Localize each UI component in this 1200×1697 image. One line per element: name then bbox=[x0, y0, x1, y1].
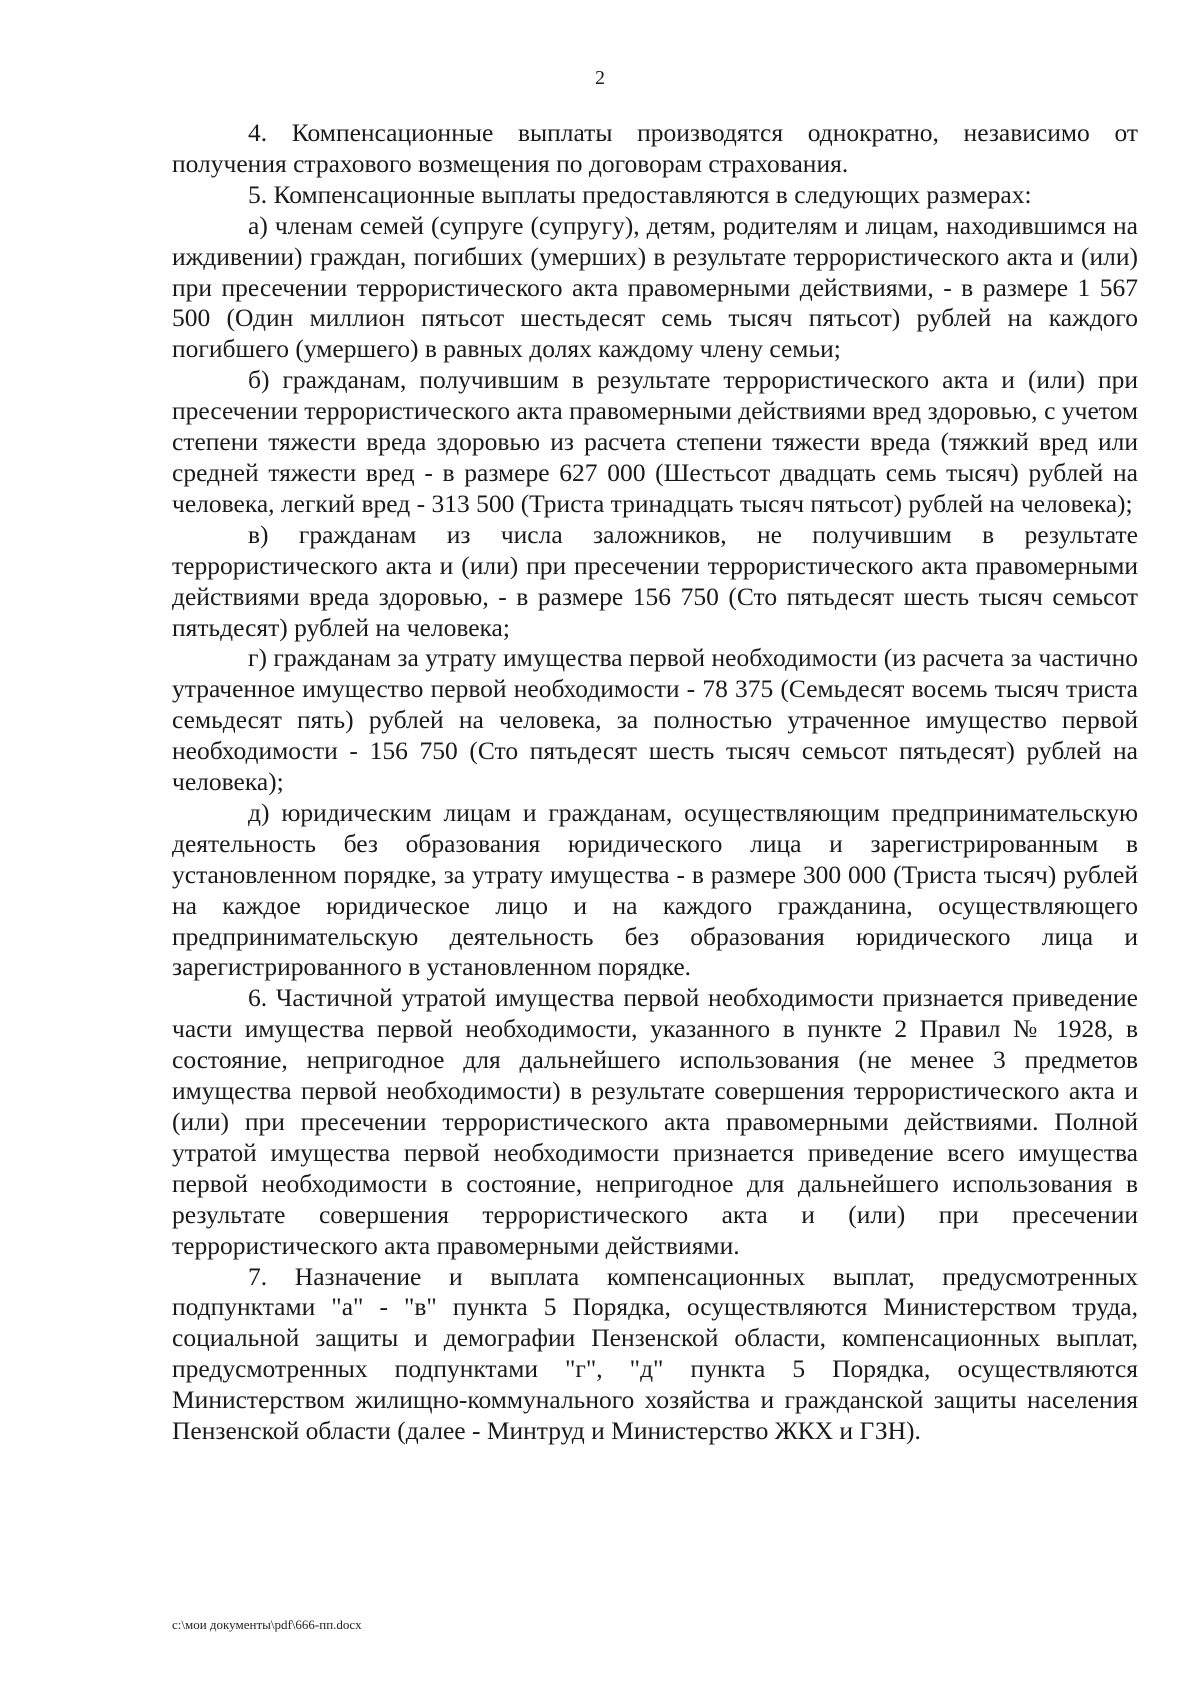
page-number: 2 bbox=[595, 67, 605, 89]
paragraph-5: 5. Компенсационные выплаты предоставляются в следующих размерах: bbox=[248, 179, 1032, 209]
paragraph-5v: в) гражданам из числа заложников, не получившим в результате террористического акта и (или) при пресечении террористического акта правомерными действиями вреда здоровью, - в размере 156 750 (Сто пятьдесят шесть тысяч семьсот пятьдесят) рублей на человека; bbox=[172, 519, 1138, 642]
paragraph-4: 4. Компенсационные выплаты производятся однократно, независимо от получения страхового возмещения по договорам страхования. bbox=[172, 118, 1138, 178]
paragraph-7: 7. Назначение и выплата компенсационных выплат, предусмотренных подпунктами "а" - "в" пункта 5 Порядка, осуществляются Министерством труда, социальной защиты и демографии Пензенской области, компенсационных выплат, предусмотренных подпунктами "г", "д" пункта 5 Порядка, осуществляются Министерством жилищно-коммунального хозяйства и гражданской защиты населения Пензенской области (далее - Минтруд и Министерство ЖКХ и ГЗН). bbox=[172, 1261, 1138, 1446]
paragraph-5a: а) членам семей (супруге (супругу), детям, родителям и лицам, находившимся на иждивении) граждан, погибших (умерших) в результате террористического акта и (или) при пресечении террористического акта правомерными действиями, - в размере 1 567 500 (Один миллион пятьсот шестьдесят семь тысяч пятьсот) рублей на каждого погибшего (умершего) в равных долях каждому члену семьи; bbox=[172, 210, 1138, 364]
paragraph-5b: б) гражданам, получившим в результате террористического акта и (или) при пресечении террористического акта правомерными действиями вред здоровью, с учетом степени тяжести вреда здоровью из расчета степени тяжести вреда (тяжкий вред или средней тяжести вред - в размере 627 000 (Шестьсот двадцать семь тысяч) рублей на человека, легкий вред - 313 500 (Триста тринадцать тысяч пятьсот) рублей на человека); bbox=[172, 365, 1138, 518]
paragraph-5d: д) юридическим лицам и гражданам, осуществляющим предпринимательскую деятельность без образования юридического лица и зарегистрированным в установленном порядке, за утрату имущества - в размере 300 000 (Триста тысяч) рублей на каждое юридическое лицо и на каждого гражданина, осуществляющего предпринимательскую деятельность без образования юридического лица и зарегистрированного в установленном порядке. bbox=[172, 797, 1138, 982]
document-body bbox=[172, 118, 1138, 1447]
paragraph-6: 6. Частичной утратой имущества первой необходимости признается приведение части имущества первой необходимости, указанного в пункте 2 Правил № 1928, в состояние, непригодное для дальнейшего использования (не менее 3 предметов имущества первой необходимости) в результате совершения террористического акта и (или) при пресечении террористического акта правомерными действиями. Полной утратой имущества первой необходимости признается приведение всего имущества первой необходимости в состояние, непригодное для дальнейшего использования в результате совершения террористического акта и (или) при пресечении террористического акта правомерными действиями. bbox=[172, 983, 1138, 1260]
paragraph-5g: г) гражданам за утрату имущества первой необходимости (из расчета за частично утраченное имущество первой необходимости - 78 375 (Семьдесят восемь тысяч триста семьдесят пять) рублей на человека, за полностью утраченное имущество первой необходимости - 156 750 (Сто пятьдесят шесть тысяч семьсот пятьдесят) рублей на человека); bbox=[172, 643, 1138, 797]
footer-file-path: c:\мои документы\pdf\666-пп.docx bbox=[172, 1617, 362, 1632]
